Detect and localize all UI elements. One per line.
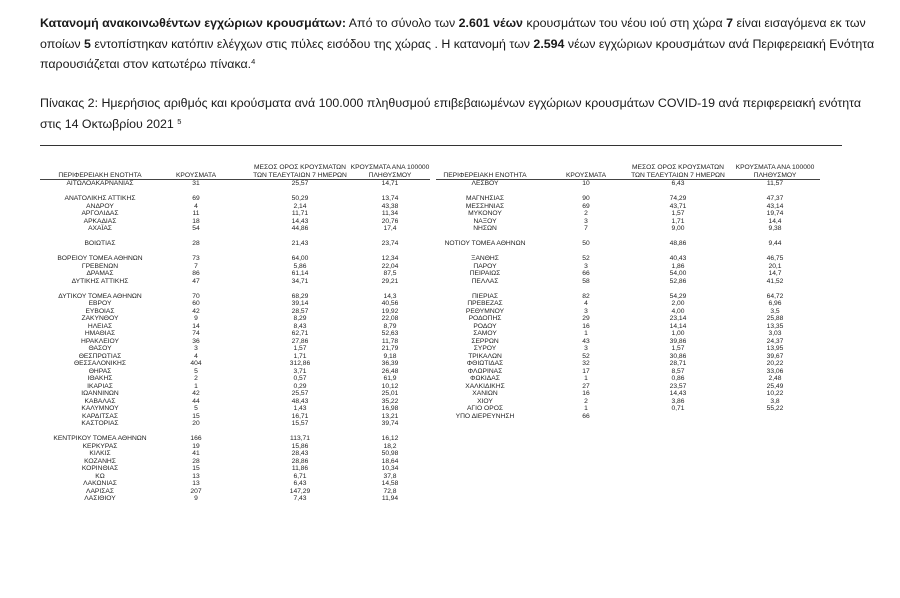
per100k-cell: 26,48 bbox=[381, 367, 399, 375]
per100k-cell: 18,2 bbox=[383, 442, 397, 450]
cases-cell: 27 bbox=[582, 382, 590, 390]
cases-cell: 15 bbox=[192, 412, 200, 420]
avg7-cell: 39,14 bbox=[291, 300, 309, 307]
avg7-cell: 28,71 bbox=[669, 360, 687, 367]
header-cases: ΚΡΟΥΣΜΑΤΑ bbox=[175, 171, 217, 179]
region-cell: ΘΗΡΑΣ bbox=[88, 367, 112, 375]
cases-cell: 58 bbox=[582, 277, 590, 285]
region-cell: ΚΑΣΤΟΡΙΑΣ bbox=[81, 420, 119, 427]
region-cell: ΑΝΑΤΟΛΙΚΗΣ ΑΤΤΙΚΗΣ bbox=[64, 195, 136, 202]
avg7-cell: 23,57 bbox=[669, 382, 687, 390]
avg7-cell: 64,00 bbox=[291, 255, 309, 262]
cases-cell: 44 bbox=[192, 397, 200, 405]
region-cell: ΘΑΣΟΥ bbox=[88, 345, 112, 352]
region-cell: ΜΑΓΝΗΣΙΑΣ bbox=[466, 195, 504, 202]
cases-cell: 82 bbox=[582, 292, 590, 300]
avg7-cell: 1,86 bbox=[671, 262, 685, 270]
per100k-cell: 6,96 bbox=[768, 300, 782, 307]
cases-cell: 5 bbox=[194, 405, 198, 412]
header-per100k: ΚΡΟΥΣΜΑΤΑ ΑΝΑ 100000 ΠΛΗΘΥΣΜΟΥ bbox=[735, 164, 815, 179]
imported-cases: 7 bbox=[726, 16, 734, 30]
region-cell: ΓΡΕΒΕΝΩΝ bbox=[81, 262, 119, 270]
per100k-cell: 41,52 bbox=[766, 277, 784, 285]
per100k-cell: 14,7 bbox=[768, 270, 782, 277]
cases-cell: 1 bbox=[584, 375, 588, 382]
region-cell: ΑΙΤΩΛΟΑΚΑΡΝΑΝΙΑΣ bbox=[66, 180, 134, 187]
avg7-cell: 54,29 bbox=[669, 292, 687, 300]
region-cell: ΧΙΟΥ bbox=[477, 397, 493, 405]
region-cell: ΒΟΙΩΤΙΑΣ bbox=[84, 240, 116, 247]
region-cell: ΑΓΙΟ ΟΡΟΣ bbox=[466, 405, 504, 412]
per100k-cell: 35,22 bbox=[381, 397, 399, 405]
avg7-cell: 0,29 bbox=[293, 382, 307, 390]
per100k-cell: 25,88 bbox=[766, 315, 784, 322]
per100k-cell: 3,5 bbox=[770, 307, 780, 315]
region-cell: ΞΑΝΘΗΣ bbox=[471, 255, 499, 262]
region-cell: ΒΟΡΕΙΟΥ ΤΟΜΕΑ ΑΘΗΝΩΝ bbox=[57, 255, 143, 262]
header-region: ΠΕΡΙΦΕΡΕΙΑΚΗ ΕΝΟΤΗΤΑ bbox=[443, 171, 527, 179]
per100k-cell: 3,8 bbox=[770, 397, 780, 405]
avg7-cell: 147,29 bbox=[289, 487, 311, 495]
cases-cell: 13 bbox=[192, 480, 200, 487]
region-cell: ΚΟΖΑΝΗΣ bbox=[84, 457, 116, 465]
cases-cell: 3 bbox=[584, 262, 588, 270]
cases-cell: 32 bbox=[582, 360, 590, 367]
cases-cell: 1 bbox=[584, 405, 588, 412]
avg7-cell: 48,86 bbox=[669, 240, 687, 247]
avg7-cell: 25,57 bbox=[291, 390, 309, 397]
per100k-cell: 14,4 bbox=[768, 217, 782, 225]
region-cell: ΗΡΑΚΛΕΙΟΥ bbox=[81, 337, 119, 345]
region-cell: ΣΥΡΟΥ bbox=[473, 345, 497, 352]
cases-cell: 1 bbox=[584, 330, 588, 337]
avg7-cell: 28,43 bbox=[291, 450, 309, 457]
avg7-cell: 14,14 bbox=[669, 322, 687, 330]
avg7-cell: 14,43 bbox=[291, 217, 309, 225]
per100k-cell: 25,49 bbox=[766, 382, 784, 390]
cases-cell: 166 bbox=[190, 435, 202, 442]
per100k-cell: 8,79 bbox=[383, 322, 397, 330]
total-new-cases: 2.601 νέων bbox=[458, 16, 523, 30]
region-cell: ΠΑΡΟΥ bbox=[473, 262, 497, 270]
per100k-cell: 9,38 bbox=[768, 225, 782, 232]
gate-cases: 5 bbox=[84, 36, 91, 51]
avg7-cell: 28,57 bbox=[291, 307, 309, 315]
per100k-cell: 2,48 bbox=[768, 375, 782, 382]
cases-cell: 90 bbox=[582, 195, 590, 202]
region-cell: ΑΝΔΡΟΥ bbox=[86, 202, 114, 210]
avg7-cell: 15,86 bbox=[291, 442, 309, 450]
avg7-cell: 11,86 bbox=[291, 465, 309, 472]
avg7-cell: 0,57 bbox=[293, 375, 307, 382]
region-cell: ΚΑΛΥΜΝΟΥ bbox=[81, 405, 119, 412]
per100k-cell: 20,76 bbox=[381, 217, 399, 225]
region-cell: ΚΩ bbox=[95, 472, 105, 480]
cases-cell: 9 bbox=[194, 315, 198, 322]
region-cell: ΦΛΩΡΙΝΑΣ bbox=[467, 367, 503, 375]
avg7-cell: 68,29 bbox=[291, 292, 309, 300]
cases-cell: 66 bbox=[582, 270, 590, 277]
per100k-cell: 13,95 bbox=[766, 345, 784, 352]
domestic-cases: 2.594 bbox=[533, 36, 565, 51]
avg7-cell: 4,00 bbox=[671, 307, 685, 315]
avg7-cell: 25,57 bbox=[291, 180, 309, 187]
per100k-cell: 36,39 bbox=[381, 360, 399, 367]
divider bbox=[40, 145, 842, 146]
cases-cell: 9 bbox=[194, 495, 198, 502]
per100k-cell: 11,57 bbox=[766, 180, 784, 187]
cases-cell: 41 bbox=[192, 450, 200, 457]
per100k-cell: 47,37 bbox=[766, 195, 784, 202]
per100k-cell: 20,22 bbox=[766, 360, 784, 367]
per100k-cell: 16,12 bbox=[381, 435, 399, 442]
per100k-cell: 13,74 bbox=[381, 195, 399, 202]
cases-cell: 5 bbox=[194, 367, 198, 375]
per100k-cell: 16,98 bbox=[381, 405, 399, 412]
avg7-cell: 43,71 bbox=[669, 202, 687, 210]
avg7-cell: 40,43 bbox=[669, 255, 687, 262]
per100k-cell: 14,3 bbox=[383, 292, 397, 300]
cases-cell: 3 bbox=[584, 217, 588, 225]
footnote-ref: 5 bbox=[177, 116, 182, 126]
cases-cell: 2 bbox=[584, 210, 588, 217]
avg7-cell: 48,43 bbox=[291, 397, 309, 405]
avg7-cell: 1,71 bbox=[293, 352, 307, 360]
per100k-cell: 40,56 bbox=[381, 300, 399, 307]
region-cell: ΣΕΡΡΩΝ bbox=[471, 337, 499, 345]
cases-cell: 31 bbox=[192, 180, 200, 187]
cases-cell: 28 bbox=[192, 457, 200, 465]
region-cell: ΧΑΛΚΙΔΙΚΗΣ bbox=[465, 382, 505, 390]
cases-cell: 16 bbox=[582, 322, 590, 330]
avg7-cell: 7,43 bbox=[293, 495, 307, 502]
avg7-cell: 1,71 bbox=[671, 217, 685, 225]
avg7-cell: 39,86 bbox=[669, 337, 687, 345]
avg7-cell: 0,86 bbox=[671, 375, 685, 382]
region-cell: ΠΙΕΡΙΑΣ bbox=[471, 292, 499, 300]
per100k-cell: 61,9 bbox=[383, 375, 397, 382]
per100k-cell: 11,34 bbox=[381, 210, 399, 217]
per100k-cell: 39,67 bbox=[766, 352, 784, 360]
avg7-cell: 1,57 bbox=[671, 210, 685, 217]
cases-cell: 15 bbox=[192, 465, 200, 472]
region-cell: ΚΟΡΙΝΘΙΑΣ bbox=[81, 465, 119, 472]
per100k-cell: 9,44 bbox=[768, 240, 782, 247]
per100k-cell: 52,63 bbox=[381, 330, 399, 337]
region-cell: ΔΡΑΜΑΣ bbox=[86, 270, 114, 277]
region-cell: ΚΑΡΔΙΤΣΑΣ bbox=[81, 412, 119, 420]
avg7-cell: 74,29 bbox=[669, 195, 687, 202]
per100k-cell: 37,8 bbox=[383, 472, 397, 480]
per100k-cell: 87,5 bbox=[383, 270, 397, 277]
cases-cell: 70 bbox=[192, 292, 200, 300]
per100k-cell: 64,72 bbox=[766, 292, 784, 300]
per100k-cell: 46,75 bbox=[766, 255, 784, 262]
cases-cell: 66 bbox=[582, 412, 590, 420]
avg7-cell: 1,57 bbox=[293, 345, 307, 352]
region-cell: ΝΗΣΩΝ bbox=[473, 225, 497, 232]
per100k-cell: 3,03 bbox=[768, 330, 782, 337]
per100k-cell: 14,71 bbox=[381, 180, 399, 187]
cases-cell: 2 bbox=[194, 375, 198, 382]
cases-cell: 50 bbox=[582, 240, 590, 247]
cases-cell: 7 bbox=[194, 262, 198, 270]
header-avg7: ΜΕΣΟΣ ΟΡΟΣ ΚΡΟΥΣΜΑΤΩΝ ΤΩΝ ΤΕΛΕΥΤΑΙΩΝ 7 ΗΜΕΡΩΝ bbox=[631, 164, 725, 179]
region-cell: ΝΑΞΟΥ bbox=[473, 217, 497, 225]
header-cases: ΚΡΟΥΣΜΑΤΑ bbox=[565, 171, 607, 179]
per100k-cell: 9,18 bbox=[383, 352, 397, 360]
region-cell: ΦΩΚΙΔΑΣ bbox=[470, 375, 500, 382]
table-caption: Πίνακας 2: Ημερήσιος αριθμός και κρούσματα ανά 100.000 πληθυσμού επιβεβαιωμένων εγχώριων κρουσμάτων COVID-19 ανά περιφερειακή ενότητα στις 14 Οκτωβρίου 2021 $^5$ bbox=[40, 96, 862, 131]
per100k-cell: 33,06 bbox=[766, 367, 784, 375]
intro-paragraph: Κατανομή ανακοινωθέντων εγχώριων κρουσμάτων: Από το σύνολο των 2.601 νέων κρουσμάτων του νέου ιού στη χώρα 7 είναι εισαγόμενα εκ των οποίων 5 εντοπίστηκαν κατόπιν ελέγχων στις πύλες εισόδου της χώρας . Η κατανομή των 2.594 νέων εγχώριων κρουσμάτων ανά Περιφερειακή Ενότητα παρουσιάζεται στον κατωτέρω πίνακα.$^4$ bbox=[40, 16, 875, 71]
region-cell: ΥΠΟ ΔΙΕΡΕΥΝΗΣΗ bbox=[455, 412, 515, 420]
avg7-cell: 15,57 bbox=[291, 420, 309, 427]
cases-cell: 13 bbox=[192, 472, 200, 480]
per100k-cell: 22,04 bbox=[381, 262, 399, 270]
region-cell: ΡΟΔΟΥ bbox=[473, 322, 497, 330]
cases-cell: 207 bbox=[190, 487, 202, 495]
per100k-cell: 10,12 bbox=[381, 382, 399, 390]
avg7-cell: 6,43 bbox=[293, 480, 307, 487]
cases-cell: 18 bbox=[192, 217, 200, 225]
avg7-cell: 1,43 bbox=[293, 405, 307, 412]
region-cell: ΡΟΔΟΠΗΣ bbox=[468, 315, 502, 322]
per100k-cell: 25,01 bbox=[381, 390, 399, 397]
per100k-cell: 50,98 bbox=[381, 450, 399, 457]
region-cell: ΑΡΚΑΔΙΑΣ bbox=[83, 217, 117, 225]
avg7-cell: 1,00 bbox=[671, 330, 685, 337]
footnote-ref: 4 bbox=[251, 57, 256, 66]
cases-cell: 3 bbox=[194, 345, 198, 352]
avg7-cell: 14,43 bbox=[669, 390, 687, 397]
region-cell: ΚΕΝΤΡΙΚΟΥ ΤΟΜΕΑ ΑΘΗΝΩΝ bbox=[53, 435, 147, 442]
cases-cell: 42 bbox=[192, 390, 200, 397]
region-cell: ΠΕΛΛΑΣ bbox=[471, 277, 499, 285]
per100k-cell: 21,79 bbox=[381, 345, 399, 352]
avg7-cell: 16,71 bbox=[291, 412, 309, 420]
avg7-cell: 3,71 bbox=[293, 367, 307, 375]
avg7-cell: 8,57 bbox=[671, 367, 685, 375]
per100k-cell: 55,22 bbox=[766, 405, 784, 412]
per100k-cell: 10,34 bbox=[381, 465, 399, 472]
cases-cell: 3 bbox=[584, 307, 588, 315]
region-cell: ΚΑΒΑΛΑΣ bbox=[84, 397, 116, 405]
cases-cell: 16 bbox=[582, 390, 590, 397]
region-cell: ΛΕΣΒΟΥ bbox=[471, 180, 499, 187]
region-cell: ΛΑΚΩΝΙΑΣ bbox=[83, 480, 117, 487]
avg7-cell: 0,71 bbox=[671, 405, 685, 412]
per100k-cell: 43,38 bbox=[381, 202, 399, 210]
cases-cell: 54 bbox=[192, 225, 200, 232]
avg7-cell: 50,29 bbox=[291, 195, 309, 202]
cases-cell: 47 bbox=[192, 277, 200, 285]
per100k-cell: 18,64 bbox=[381, 457, 399, 465]
region-cell: ΗΛΕΙΑΣ bbox=[87, 322, 113, 330]
avg7-cell: 2,14 bbox=[293, 202, 307, 210]
per100k-cell: 13,21 bbox=[381, 412, 399, 420]
per100k-cell: 22,08 bbox=[381, 315, 399, 322]
region-cell: ΦΘΙΩΤΙΔΑΣ bbox=[466, 360, 504, 367]
cases-cell: 2 bbox=[584, 397, 588, 405]
cases-cell: 17 bbox=[582, 367, 590, 375]
avg7-cell: 21,43 bbox=[291, 240, 309, 247]
cases-cell: 4 bbox=[194, 202, 198, 210]
cases-cell: 10 bbox=[582, 180, 590, 187]
avg7-cell: 23,14 bbox=[669, 315, 687, 322]
region-cell: ΙΘΑΚΗΣ bbox=[87, 375, 113, 382]
region-cell: ΛΑΡΙΣΑΣ bbox=[86, 487, 114, 495]
per100k-cell: 19,92 bbox=[381, 307, 399, 315]
header-region: ΠΕΡΙΦΕΡΕΙΑΚΗ ΕΝΟΤΗΤΑ bbox=[58, 171, 142, 179]
region-cell: ΙΩΑΝΝΙΝΩΝ bbox=[81, 390, 119, 397]
avg7-cell: 8,43 bbox=[293, 322, 307, 330]
cases-cell: 11 bbox=[192, 210, 200, 217]
avg7-cell: 113,71 bbox=[290, 435, 310, 442]
cases-cell: 20 bbox=[192, 420, 200, 427]
avg7-cell: 6,71 bbox=[293, 472, 307, 480]
region-cell: ΚΕΡΚΥΡΑΣ bbox=[82, 442, 118, 450]
header-per100k: ΚΡΟΥΣΜΑΤΑ ΑΝΑ 100000 ΠΛΗΘΥΣΜΟΥ bbox=[350, 164, 430, 179]
cases-cell: 404 bbox=[190, 360, 202, 367]
region-cell: ΘΕΣΣΑΛΟΝΙΚΗΣ bbox=[73, 360, 127, 367]
avg7-cell: 312,86 bbox=[289, 360, 311, 367]
cases-cell: 42 bbox=[192, 307, 200, 315]
cases-cell: 52 bbox=[582, 255, 590, 262]
avg7-cell: 8,29 bbox=[293, 315, 307, 322]
per100k-cell: 14,58 bbox=[381, 480, 399, 487]
avg7-cell: 62,71 bbox=[291, 330, 309, 337]
cases-cell: 86 bbox=[192, 270, 200, 277]
avg7-cell: 34,71 bbox=[291, 277, 309, 285]
region-cell: ΔΥΤΙΚΗΣ ΑΤΤΙΚΗΣ bbox=[71, 277, 129, 285]
cases-cell: 4 bbox=[194, 352, 198, 360]
region-cell: ΤΡΙΚΑΛΩΝ bbox=[468, 352, 502, 360]
region-cell: ΑΡΓΟΛΙΔΑΣ bbox=[81, 210, 119, 217]
region-cell: ΣΑΜΟΥ bbox=[473, 330, 497, 337]
per100k-cell: 11,94 bbox=[381, 495, 399, 502]
per100k-cell: 13,35 bbox=[766, 322, 784, 330]
avg7-cell: 27,86 bbox=[291, 337, 309, 345]
per100k-cell: 12,34 bbox=[381, 255, 399, 262]
header-avg7: ΜΕΣΟΣ ΟΡΟΣ ΚΡΟΥΣΜΑΤΩΝ ΤΩΝ ΤΕΛΕΥΤΑΙΩΝ 7 ΗΜΕΡΩΝ bbox=[253, 164, 347, 179]
cases-cell: 73 bbox=[192, 255, 200, 262]
cases-cell: 43 bbox=[582, 337, 590, 345]
region-cell: ΧΑΝΙΩΝ bbox=[472, 390, 498, 397]
region-cell: ΡΕΘΥΜΝΟΥ bbox=[465, 307, 505, 315]
avg7-cell: 6,43 bbox=[671, 180, 685, 187]
avg7-cell: 9,00 bbox=[671, 225, 685, 232]
cases-cell: 3 bbox=[584, 345, 588, 352]
region-cell: ΔΥΤΙΚΟΥ ΤΟΜΕΑ ΑΘΗΝΩΝ bbox=[58, 292, 142, 300]
region-cell: ΕΥΒΟΙΑΣ bbox=[85, 307, 115, 315]
cases-cell: 14 bbox=[192, 322, 200, 330]
cases-cell: 52 bbox=[582, 352, 590, 360]
per100k-cell: 20,1 bbox=[768, 262, 782, 270]
avg7-cell: 2,00 bbox=[671, 300, 685, 307]
per100k-cell: 17,4 bbox=[383, 225, 397, 232]
cases-cell: 19 bbox=[192, 442, 200, 450]
cases-cell: 69 bbox=[582, 202, 590, 210]
region-cell: ΑΧΑΪΑΣ bbox=[88, 225, 112, 232]
per100k-cell: 19,74 bbox=[766, 210, 784, 217]
cases-cell: 28 bbox=[192, 240, 200, 247]
avg7-cell: 5,86 bbox=[293, 262, 307, 270]
cases-cell: 7 bbox=[584, 225, 588, 232]
per100k-cell: 23,74 bbox=[381, 240, 399, 247]
region-cell: ΠΕΙΡΑΙΩΣ bbox=[469, 270, 501, 277]
region-cell: ΜΥΚΟΝΟΥ bbox=[468, 210, 502, 217]
region-cell: ΠΡΕΒΕΖΑΣ bbox=[467, 300, 503, 307]
region-cell: ΙΚΑΡΙΑΣ bbox=[87, 382, 113, 390]
avg7-cell: 3,86 bbox=[671, 397, 685, 405]
per100k-cell: 43,14 bbox=[766, 202, 784, 210]
cases-cell: 74 bbox=[192, 330, 200, 337]
region-cell: ΜΕΣΣΗΝΙΑΣ bbox=[465, 202, 505, 210]
per100k-cell: 72,8 bbox=[383, 487, 397, 495]
avg7-cell: 54,00 bbox=[669, 270, 687, 277]
region-cell: ΘΕΣΠΡΩΤΙΑΣ bbox=[78, 352, 122, 360]
region-cell: ΗΜΑΘΙΑΣ bbox=[84, 330, 116, 337]
per100k-cell: 11,78 bbox=[381, 337, 399, 345]
region-cell: ΝΟΤΙΟΥ ΤΟΜΕΑ ΑΘΗΝΩΝ bbox=[444, 240, 526, 247]
avg7-cell: 11,71 bbox=[291, 210, 309, 217]
cases-cell: 1 bbox=[194, 382, 198, 390]
per100k-cell: 39,74 bbox=[381, 420, 399, 427]
avg7-cell: 61,14 bbox=[291, 270, 309, 277]
per100k-cell: 10,22 bbox=[766, 390, 784, 397]
cases-cell: 60 bbox=[192, 300, 200, 307]
cases-cell: 29 bbox=[582, 315, 590, 322]
avg7-cell: 28,86 bbox=[291, 457, 309, 465]
avg7-cell: 52,86 bbox=[669, 277, 687, 285]
region-cell: ΕΒΡΟΥ bbox=[88, 300, 112, 307]
avg7-cell: 44,86 bbox=[291, 225, 309, 232]
avg7-cell: 1,57 bbox=[671, 345, 685, 352]
region-cell: ΚΙΛΚΙΣ bbox=[89, 450, 111, 457]
cases-cell: 69 bbox=[192, 195, 200, 202]
cases-cell: 36 bbox=[192, 337, 200, 345]
per100k-cell: 24,37 bbox=[766, 337, 784, 345]
per100k-cell: 29,21 bbox=[381, 277, 399, 285]
cases-cell: 4 bbox=[584, 300, 588, 307]
avg7-cell: 30,86 bbox=[669, 352, 687, 360]
intro-heading: Κατανομή ανακοινωθέντων εγχώριων κρουσμάτων bbox=[40, 16, 342, 30]
region-cell: ΛΑΣΙΘΙΟΥ bbox=[84, 495, 116, 502]
region-cell: ΖΑΚΥΝΘΟΥ bbox=[81, 315, 119, 322]
